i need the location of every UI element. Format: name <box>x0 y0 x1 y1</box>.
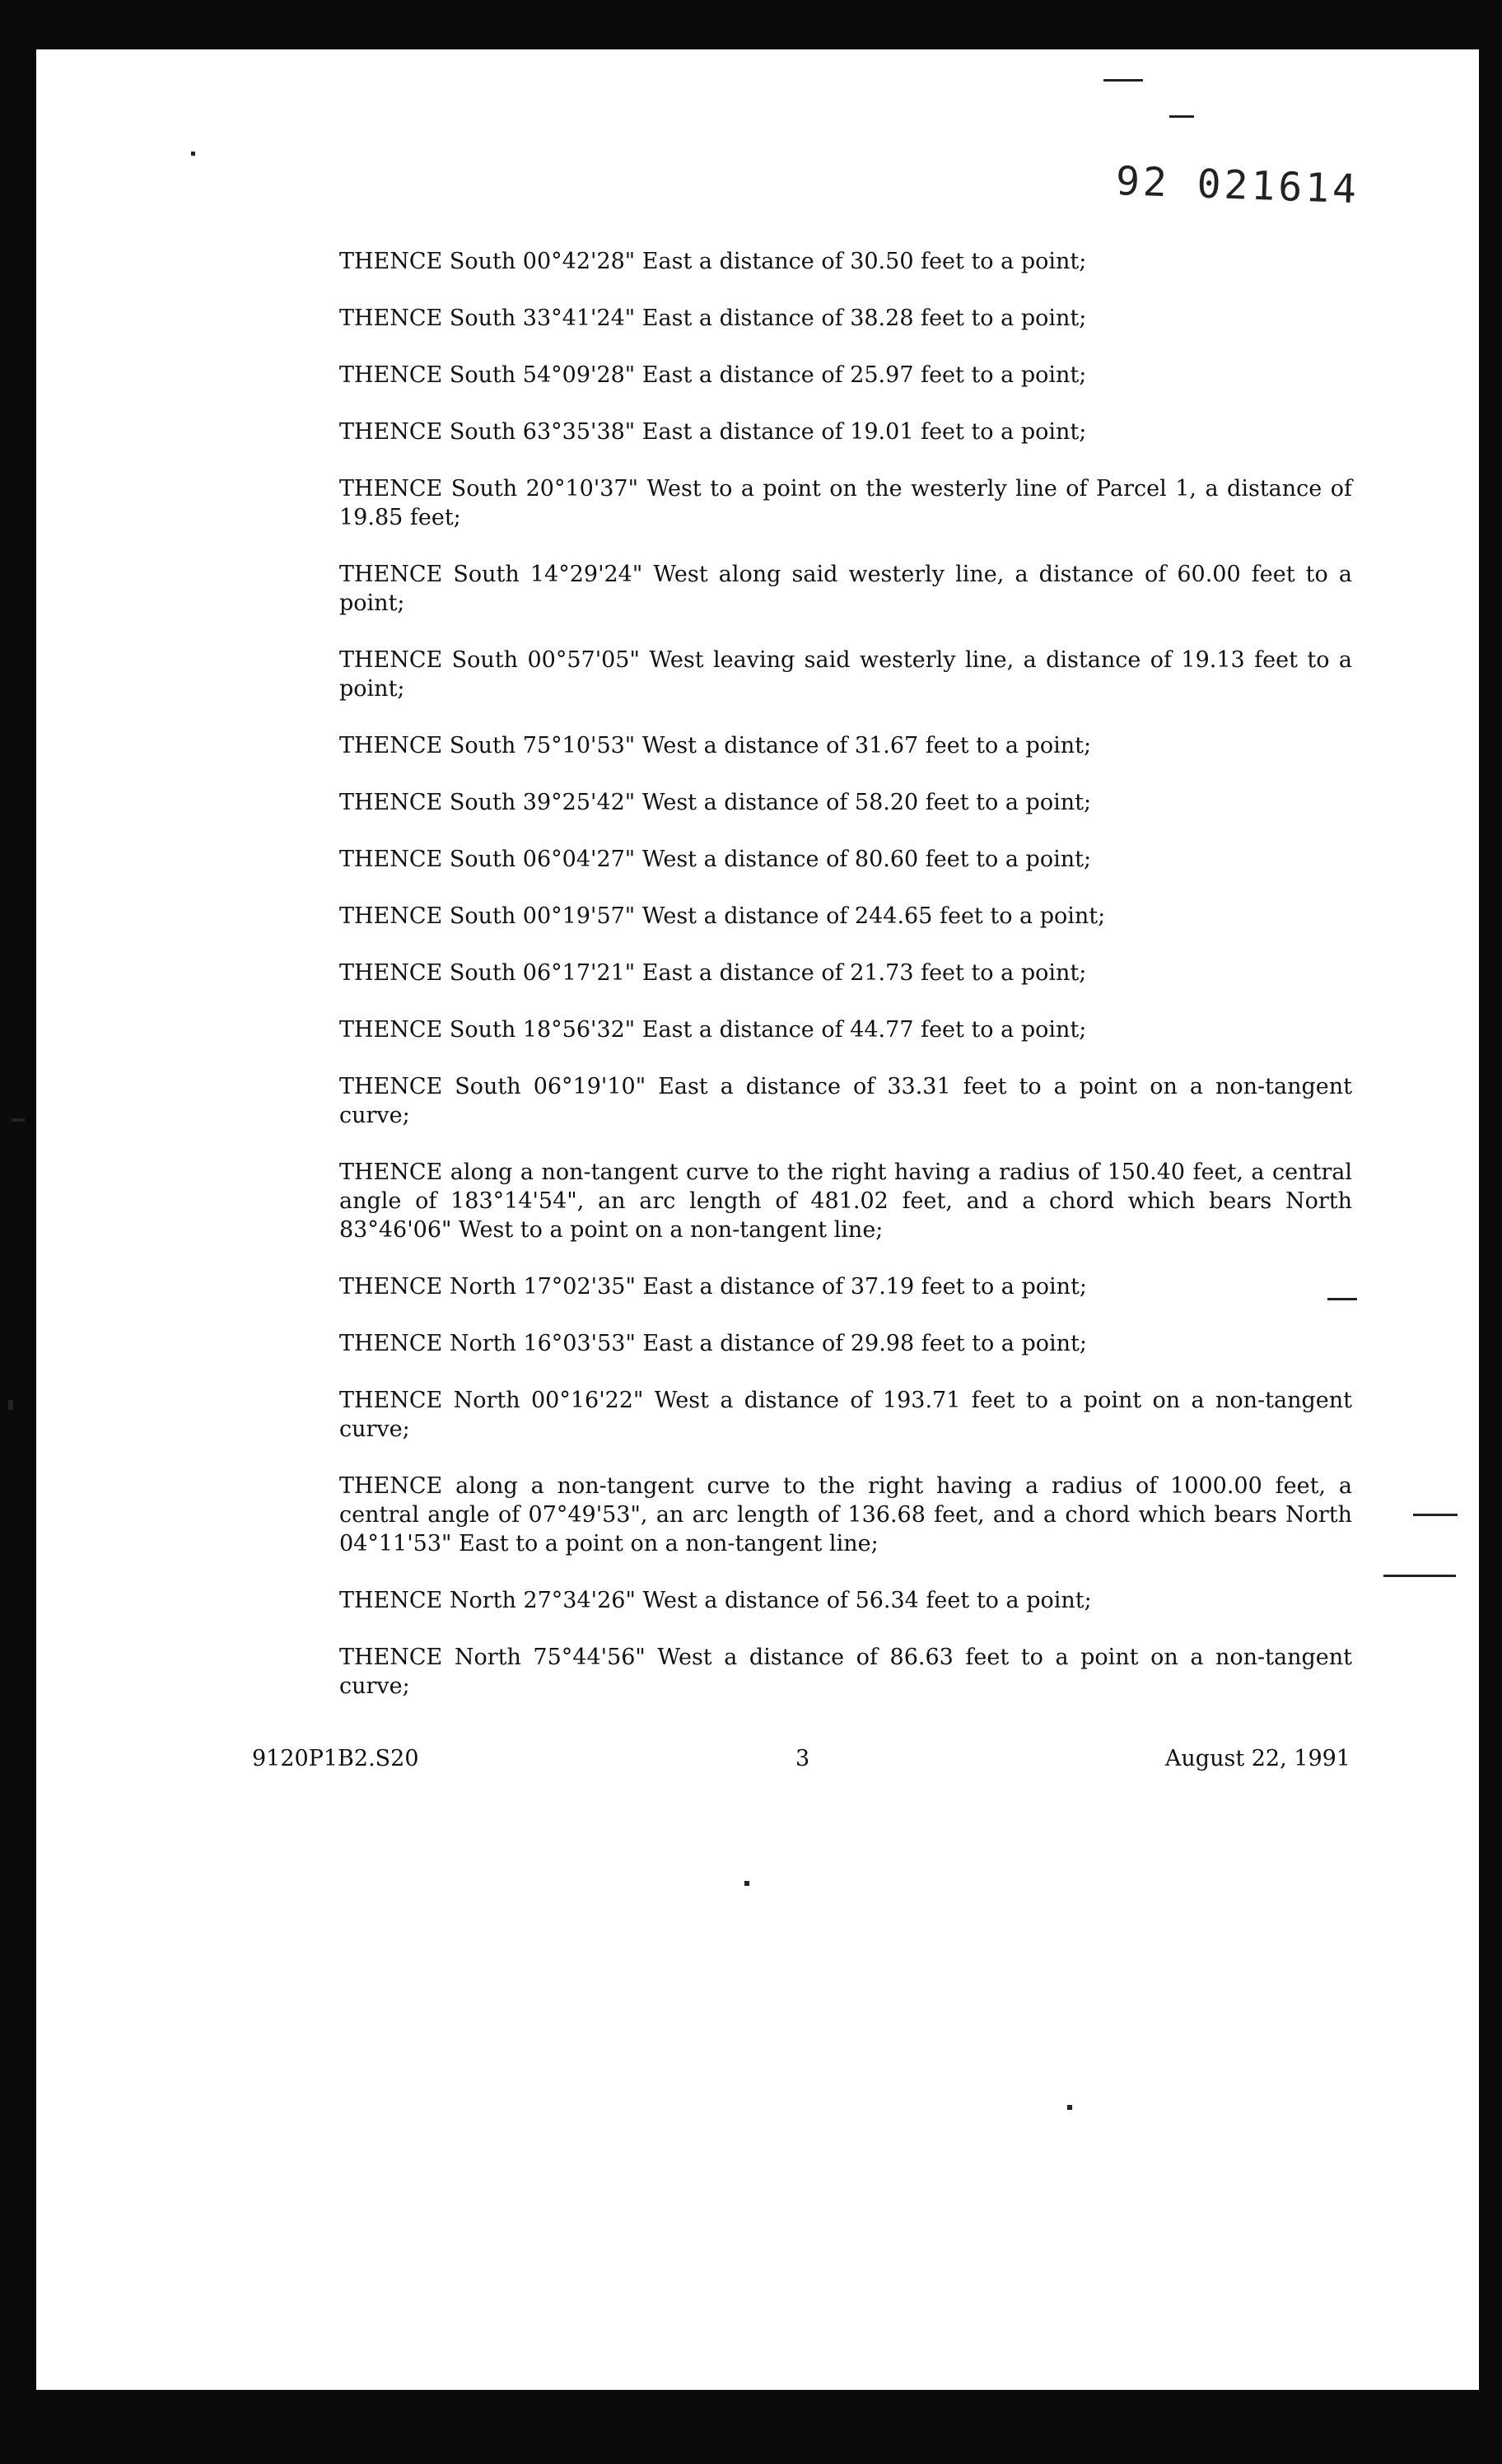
paragraph-12: THENCE South 06°17'21" East a distance of 21.73 feet to a point; <box>339 960 1087 986</box>
legal-description <box>339 247 1352 1701</box>
paragraph-6: THENCE South 14°29'24" West along said westerly line, a distance of 60.00 feet to a point; <box>339 562 1352 616</box>
paragraph-4: THENCE South 63°35'38" East a distance of 19.01 feet to a point; <box>339 419 1087 445</box>
scan-speck <box>1067 2105 1072 2110</box>
page-footer <box>252 1746 1350 1779</box>
paragraph-9: THENCE South 39°25'42" West a distance of 58.20 feet to a point; <box>339 790 1092 815</box>
footer-page-number: 3 <box>795 1746 810 1771</box>
stamp-number: 92 021614 <box>1115 158 1360 213</box>
paragraph-11: THENCE South 00°19'57" West a distance of 244.65 feet to a point; <box>339 903 1106 929</box>
paragraph-10: THENCE South 06°04'27" West a distance of 80.60 feet to a point; <box>339 847 1092 872</box>
scan-border-left <box>0 1828 25 2141</box>
scan-speck <box>12 1118 25 1122</box>
scan-speck <box>191 152 195 156</box>
paragraph-1: THENCE South 00°42'28" East a distance of 30.50 feet to a point; <box>339 249 1087 274</box>
paragraph-2: THENCE South 33°41'24" East a distance of 38.28 feet to a point; <box>339 306 1087 331</box>
footer-date: August 22, 1991 <box>1164 1746 1350 1771</box>
paragraph-19: THENCE along a non-tangent curve to the right having a radius of 1000.00 feet, a central angle of 07°49'53", an arc length of 136.68 feet, and a chord which bears North 04°11'53" East to a point on a non-tangent line; <box>339 1473 1352 1556</box>
paragraph-16: THENCE North 17°02'35" East a distance of 37.19 feet to a point; <box>339 1274 1087 1300</box>
paragraph-20: THENCE North 27°34'26" West a distance of 56.34 feet to a point; <box>339 1588 1092 1613</box>
paragraph-3: THENCE South 54°09'28" East a distance of 25.97 feet to a point; <box>339 362 1087 388</box>
paragraph-15: THENCE along a non-tangent curve to the right having a radius of 150.40 feet, a central angle of 183°14'54", an arc length of 481.02 feet, and a chord which bears North 83°46'06" West to a point on a non-tangent line; <box>339 1160 1352 1243</box>
footer-file-code: 9120P1B2.S20 <box>252 1746 419 1771</box>
paragraph-17: THENCE North 16°03'53" East a distance of 29.98 feet to a point; <box>339 1331 1087 1356</box>
paragraph-8: THENCE South 75°10'53" West a distance of 31.67 feet to a point; <box>339 733 1092 758</box>
paragraph-21: THENCE North 75°44'56" West a distance of 86.63 feet to a point on a non-tangent curve; <box>339 1645 1352 1699</box>
scan-speck <box>744 1881 749 1886</box>
scan-speck <box>1413 1514 1458 1516</box>
scan-speck <box>1327 1298 1357 1300</box>
paragraph-13: THENCE South 18°56'32" East a distance of 44.77 feet to a point; <box>339 1017 1087 1043</box>
scan-speck <box>8 1400 13 1410</box>
scan-speck <box>1169 115 1194 118</box>
scan-speck <box>1103 79 1143 82</box>
scan-border-bottom <box>0 2390 1502 2464</box>
scan-border-right <box>1479 49 1502 2396</box>
paragraph-5: THENCE South 20°10'37" West to a point on the westerly line of Parcel 1, a distance of 19.85 feet; <box>339 476 1352 530</box>
paragraph-7: THENCE South 00°57'05" West leaving said westerly line, a distance of 19.13 feet to a point; <box>339 647 1352 702</box>
document-page-lower <box>36 1828 1502 2396</box>
paragraph-14: THENCE South 06°19'10" East a distance of 33.31 feet to a point on a non-tangent curve; <box>339 1074 1352 1128</box>
paragraph-18: THENCE North 00°16'22" West a distance of 193.71 feet to a point on a non-tangent curve; <box>339 1388 1352 1442</box>
scan-speck <box>1383 1575 1456 1577</box>
